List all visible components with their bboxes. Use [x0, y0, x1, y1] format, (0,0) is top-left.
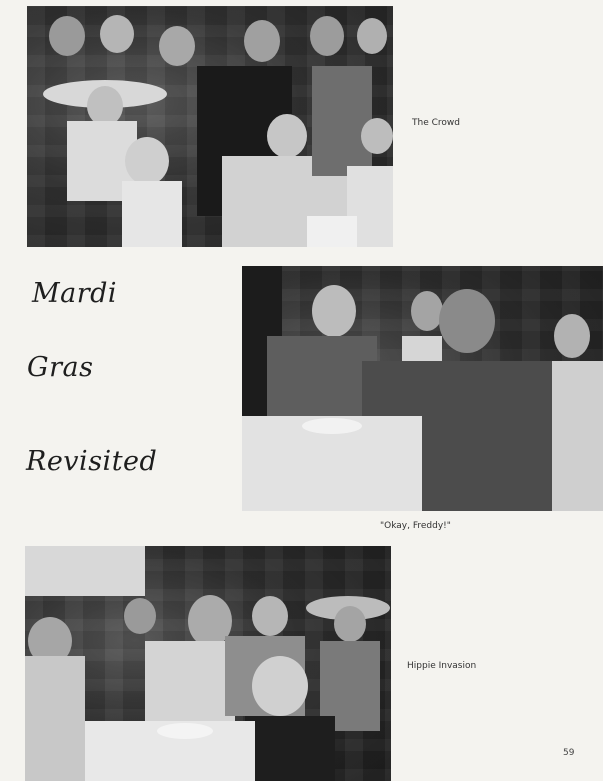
caption-the-crowd: The Crowd	[412, 118, 460, 128]
caption-okay-freddy: "Okay, Freddy!"	[380, 521, 451, 531]
freddy-photo-art	[242, 266, 603, 511]
title-gras: Gras	[27, 352, 94, 383]
title-revisited: Revisited	[26, 446, 158, 477]
caption-hippie-invasion: Hippie Invasion	[407, 661, 477, 671]
photo-the-crowd	[27, 6, 393, 247]
photo-okay-freddy	[242, 266, 603, 511]
photo-hippie-invasion	[25, 546, 391, 781]
hippie-photo-art	[25, 546, 391, 781]
page-number: 59	[563, 748, 575, 758]
title-mardi: Mardi	[32, 278, 118, 309]
crowd-photo-art	[27, 6, 393, 247]
